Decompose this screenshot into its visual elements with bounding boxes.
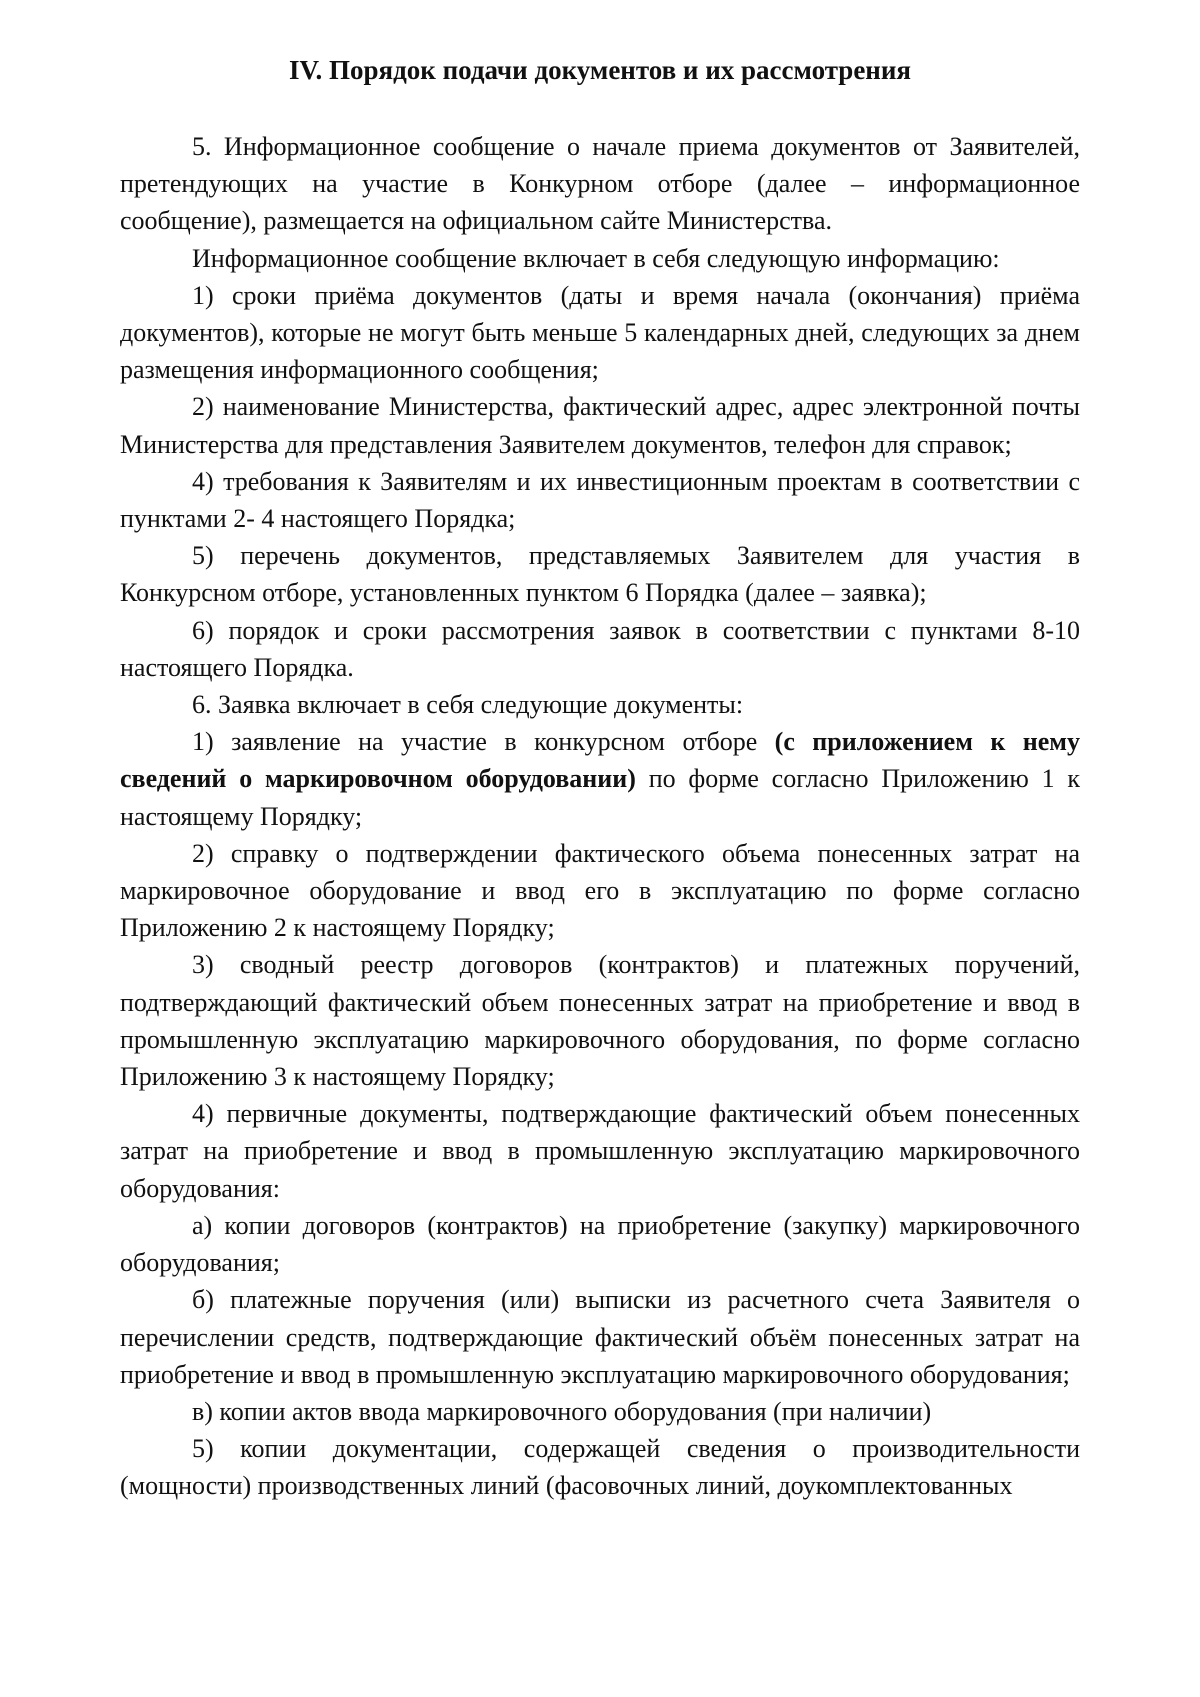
document-body [120, 128, 1080, 1505]
list-item-primary-documents: 4) первичные документы, подтверждающие фактический объем понесенных затрат на приобретение и ввод в промышленную эксплуатацию маркировочного оборудования: [120, 1099, 1080, 1203]
paragraph-info-contents: Информационное сообщение включает в себя следующую информацию: [192, 243, 1000, 273]
list-item-contract-registry: 3) сводный реестр договоров (контрактов) и платежных поручений, подтверждающий фактический объем понесенных затрат на приобретение и ввод в промышленную эксплуатацию маркировочного оборудования, по форме согласно Приложению 3 к настоящему Порядку; [120, 950, 1080, 1092]
list-item-application-form [120, 723, 1080, 835]
sub-item-commissioning-acts: в) копии актов ввода маркировочного оборудования (при наличии) [192, 1396, 932, 1426]
sub-item-payment-orders: б) платежные поручения (или) выписки из расчетного счета Заявителя о перечислении средств, подтверждающие фактический объём понесенных затрат на приобретение и ввод в промышленную эксплуатацию маркировочного оборудования; [120, 1285, 1080, 1389]
list-item-capacity-documentation: 5) копии документации, содержащей сведения о производительности (мощности) производственных линий (фасовочных линий, доукомплектованных [120, 1434, 1080, 1501]
section-title: IV. Порядок подачи документов и их рассмотрения [288, 55, 912, 85]
list-item-document-list: 5) перечень документов, представляемых Заявителем для участия в Конкурсном отборе, установленных пунктом 6 Порядка (далее – заявка); [120, 541, 1080, 608]
list-item-ministry-contacts: 2) наименование Министерства, фактический адрес, адрес электронной почты Министерства для представления Заявителем документов, телефон для справок; [120, 392, 1080, 459]
list-item-cost-certificate: 2) справку о подтверждении фактического объема понесенных затрат на маркировочное оборудование и ввод его в эксплуатацию по форме согласно Приложению 2 к настоящему Порядку; [120, 838, 1080, 943]
paragraph-5-info-message: 5. Информационное сообщение о начале приема документов от Заявителей, претендующих на участие в Конкурном отборе (далее – информационное сообщение), размещается на официальном сайте Министерства. [120, 132, 1080, 236]
application-form-text-start: 1) заявление на участие в конкурсном отборе [192, 727, 775, 757]
application-form-bold-note: (с приложением к нему сведений о маркировочном оборудовании) [120, 727, 1081, 794]
paragraph-6-application: 6. Заявка включает в себя следующие документы: [192, 690, 744, 720]
sub-item-contract-copies: а) копии договоров (контрактов) на приобретение (закупку) маркировочного оборудования; [120, 1210, 1080, 1278]
list-item-deadlines: 1) сроки приёма документов (даты и время начала (окончания) приёма документов), которые не могут быть меньше 5 календарных дней, следующих за днем размещения информационного сообщения; [120, 280, 1080, 385]
list-item-requirements: 4) требования к Заявителям и их инвестиционным проектам в соответствии с пунктами 2- 4 настоящего Порядка; [120, 466, 1080, 534]
application-form-text-end: по форме согласно Приложению 1 к настоящему Порядку; [120, 764, 1080, 831]
list-item-review-procedure: 6) порядок и сроки рассмотрения заявок в соответствии с пунктами 8-10 настоящего Порядка. [120, 615, 1080, 682]
